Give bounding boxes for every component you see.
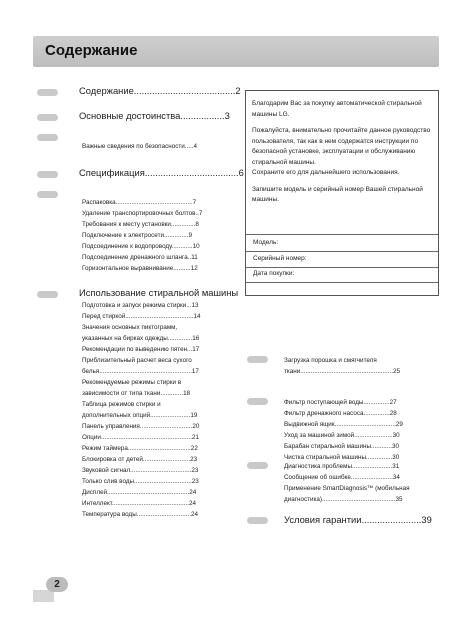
toc-subentry[interactable]: Барабан стиральной машины............30 [284,443,399,450]
toc-subentry[interactable]: Блокировка от детей...........................23 [82,456,198,463]
toc-subentry[interactable]: Диагностика проблемы.......................31 [284,463,400,470]
toc-subentry[interactable]: Температура воды...............................24 [82,511,198,518]
toc-marker [37,89,58,96]
toc-subentry[interactable]: Подключение к электросети..............9 [82,232,192,239]
toc-subentry[interactable]: Требования к месту установки..............8 [82,221,199,228]
keep-text: Сохраните его для дальнейшего использования. [252,169,400,176]
divider [246,251,438,252]
toc-subentry[interactable]: Перед стиркой.......................................14 [82,313,201,320]
date-label: Дата покупки: [253,270,295,277]
toc-subentry[interactable]: Подсоединение к водопроводу............10 [82,243,200,250]
divider [246,282,438,283]
toc-subentry[interactable]: Приблизительный расчет веса сухого [82,357,192,364]
toc-subentry[interactable]: зависимости от типа ткани.............18 [82,390,191,397]
toc-entry[interactable]: Спецификация....................................6 [79,167,244,178]
toc-subentry[interactable]: Чистка стиральной машины...............30 [284,454,400,461]
toc-marker [247,517,268,524]
section-header [33,36,439,67]
instructions-text: Пожалуйста, внимательно прочитайте данное руководство пользователя, так как в нем содержатся инструкции по безопасной установке, эксплуатации и обслуживанию стиральной машины. [252,127,431,166]
toc-subentry[interactable]: Выдвижной ящик...................................29 [284,421,403,428]
divider [246,234,438,235]
toc-marker [247,462,268,469]
toc-subentry[interactable]: Режим таймера....................................22 [82,445,198,452]
toc-subentry[interactable]: Звуковой сигнал...................................23 [82,467,199,474]
toc-subentry[interactable]: Рекомендуемые режимы стирки в [82,379,182,386]
toc-subentry[interactable]: Уход за машиной зимой......................30 [284,432,400,439]
toc-marker [37,291,58,298]
divider [246,267,438,268]
toc-subentry[interactable]: Таблица режимов стирки и [82,401,161,408]
toc-marker [37,134,58,141]
toc-marker [37,191,58,198]
toc-subentry[interactable]: Дисплей...............................................24 [82,489,197,496]
toc-subentry[interactable]: Важные сведения по безопасности.....4 [82,143,198,150]
toc-subentry[interactable]: Только слив воды.................................23 [82,478,199,485]
toc-marker [37,114,58,121]
page-number: 2 [46,577,68,592]
toc-subentry[interactable]: Применение SmartDiagnosis™ (мобильная [284,485,410,492]
toc-subentry[interactable]: Значения основных пиктограмм, [82,324,178,331]
toc-subentry[interactable]: Удаление транспортировочных болтов..7 [82,210,203,217]
info-box [245,90,439,296]
toc-subentry[interactable]: Панель управления..............................20 [82,423,200,430]
toc-subentry[interactable]: Опции....................................................21 [82,434,199,441]
toc-marker [37,171,58,178]
toc-subentry[interactable]: диагностика)..........................................35 [284,496,403,503]
toc-subentry[interactable]: указанных на бирках одежды..............16 [82,335,200,342]
toc-subentry[interactable]: Фильтр поступающей воды...............27 [284,399,397,406]
toc-subentry[interactable]: ткани.....................................................25 [284,368,401,375]
toc-entry[interactable]: Использование стиральной машины [79,287,239,298]
toc-subentry[interactable]: Подготовка и запуск режима стирки...13 [82,302,199,309]
toc-entry[interactable]: Условия гарантии.......................39 [284,514,432,525]
toc-subentry[interactable]: Подсоединение дренажного шланга..11 [82,254,198,261]
toc-entry[interactable]: Содержание.......................................2 [79,85,241,96]
thanks-text: Благодарим Вас за покупку автоматической стиральной машины LG. [252,100,422,118]
toc-marker [247,398,268,405]
toc-subentry[interactable]: дополнительных опций.......................19 [82,412,198,419]
toc-entry[interactable]: Основные достоинства.................3 [79,110,230,121]
toc-subentry[interactable]: Интеллект............................................24 [82,500,196,507]
toc-marker [247,356,268,363]
toc-subentry[interactable]: Горизонтальное выравнивание..........12 [82,265,198,272]
model-label: Модель: [253,239,279,246]
toc-subentry[interactable]: белья.....................................................17 [82,368,199,375]
serial-label: Серийный номер: [253,255,307,262]
page-title: Содержание [45,42,138,59]
toc-subentry[interactable]: Загрузка порошка и смягчителя [284,357,377,364]
toc-subentry[interactable]: Фильтр дренажного насоса...............28 [284,410,397,417]
toc-subentry[interactable]: Сообщение об ошибке........................34 [284,474,400,481]
toc-subentry[interactable]: Рекомендации по выведению пятен...17 [82,346,200,353]
record-text: Запишите модель и серийный номер Вашей стиральной машины. [252,185,423,203]
toc-subentry[interactable]: Распаковка............................................7 [82,199,197,206]
